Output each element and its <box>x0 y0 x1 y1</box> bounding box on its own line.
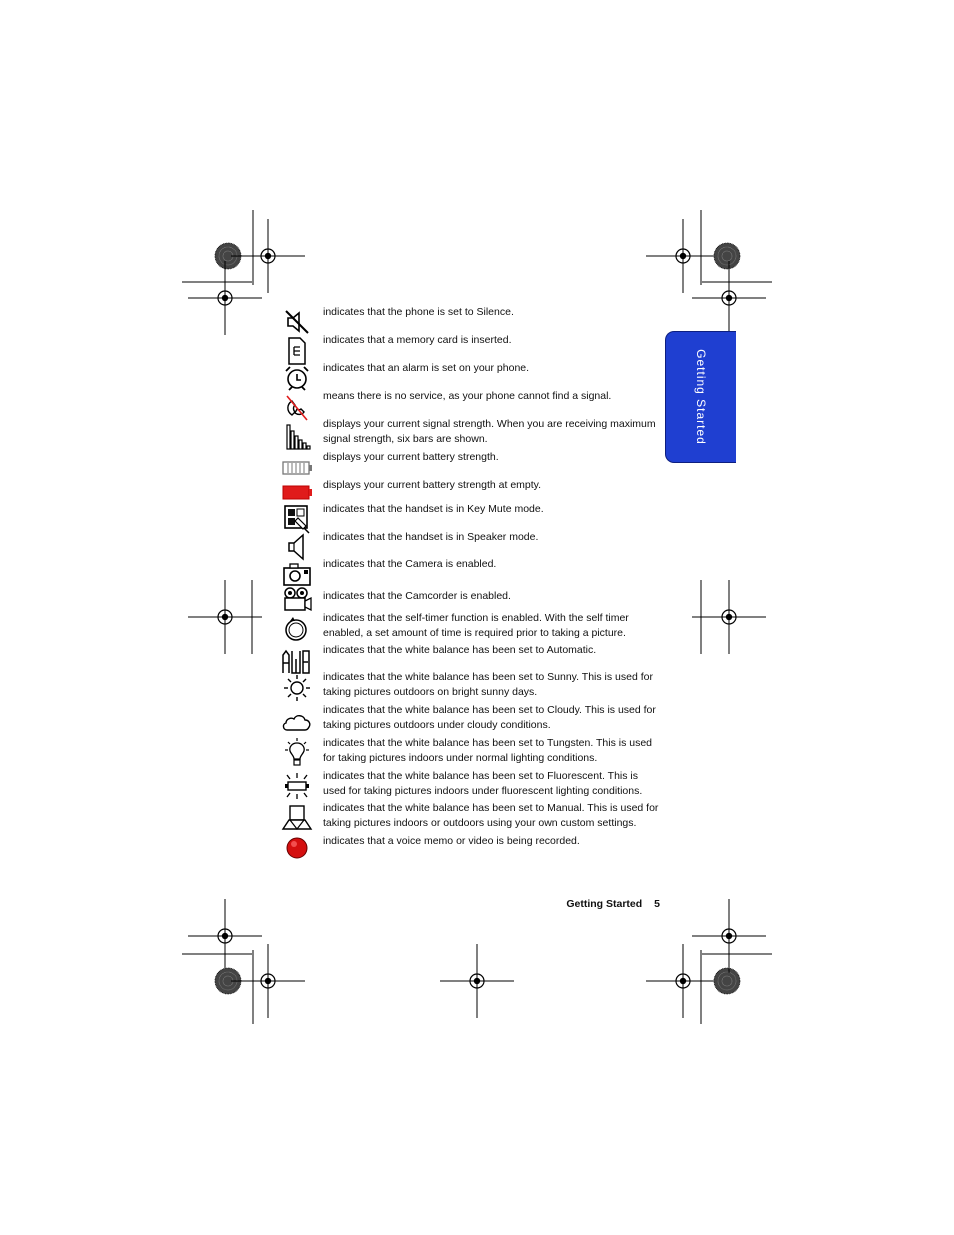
manual-wb-icon <box>280 803 314 833</box>
memory-card-icon <box>280 336 314 366</box>
icon-description: indicates that the white balance has been set to Automatic. <box>323 644 597 656</box>
speaker-icon <box>280 532 314 562</box>
icon-description: indicates that a voice memo or video is being recorded. <box>323 835 580 847</box>
section-side-tab <box>665 331 736 463</box>
icon-description: indicates that the white balance has been set to Fluorescent. This is used for taking pictures indoors under fluorescent lighting conditions. <box>323 770 643 797</box>
icon-description: indicates that the Camera is enabled. <box>323 558 497 570</box>
icon-description: indicates that the white balance has been set to Cloudy. This is used for taking pictures outdoors under cloudy conditions. <box>323 704 656 731</box>
camcorder-icon <box>280 584 314 614</box>
tungsten-icon <box>280 738 314 768</box>
recording-icon <box>280 834 314 864</box>
footer-section-title: Getting Started <box>566 898 643 910</box>
icon-description: indicates that a memory card is inserted. <box>323 334 512 346</box>
icon-description: displays your current battery strength. <box>323 451 499 463</box>
icon-description: indicates that the white balance has been set to Sunny. This is used for taking pictures outdoors on bright sunny days. <box>323 671 653 698</box>
fluorescent-icon <box>280 771 314 801</box>
side-tab-label: Getting Started <box>694 349 708 445</box>
no-service-icon <box>280 393 314 423</box>
icon-description: indicates that the phone is set to Silence. <box>323 306 514 318</box>
icon-description: displays your current battery strength at empty. <box>323 479 542 491</box>
silence-icon <box>280 307 314 337</box>
icon-description: means there is no service, as your phone cannot find a signal. <box>323 390 612 402</box>
sunny-icon <box>280 673 314 703</box>
icon-description: indicates that the self-timer function is enabled. With the self timer enabled, a set amount of time is required prior to taking a picture. <box>323 612 629 639</box>
page-footer <box>520 898 660 910</box>
icon-description: indicates that the handset is in Key Mute mode. <box>323 503 544 515</box>
key-mute-icon <box>280 504 314 534</box>
icon-description: indicates that the handset is in Speaker mode. <box>323 531 539 543</box>
icon-description: indicates that the Camcorder is enabled. <box>323 590 511 602</box>
alarm-clock-icon <box>280 364 314 394</box>
cloudy-icon <box>280 706 314 736</box>
self-timer-icon <box>280 614 314 644</box>
icon-description: indicates that the white balance has been set to Manual. This is used for taking pictures indoors or outdoors using your own custom settings. <box>323 802 659 829</box>
page-number: 5 <box>654 898 660 910</box>
icon-description: indicates that an alarm is set on your phone. <box>323 362 530 374</box>
signal-strength-icon <box>280 422 314 452</box>
icon-description: displays your current signal strength. When you are receiving maximum signal strength, six bars are shown. <box>323 418 656 445</box>
icon-description: indicates that the white balance has been set to Tungsten. This is used for taking pictures indoors under normal lighting conditions. <box>323 737 653 764</box>
